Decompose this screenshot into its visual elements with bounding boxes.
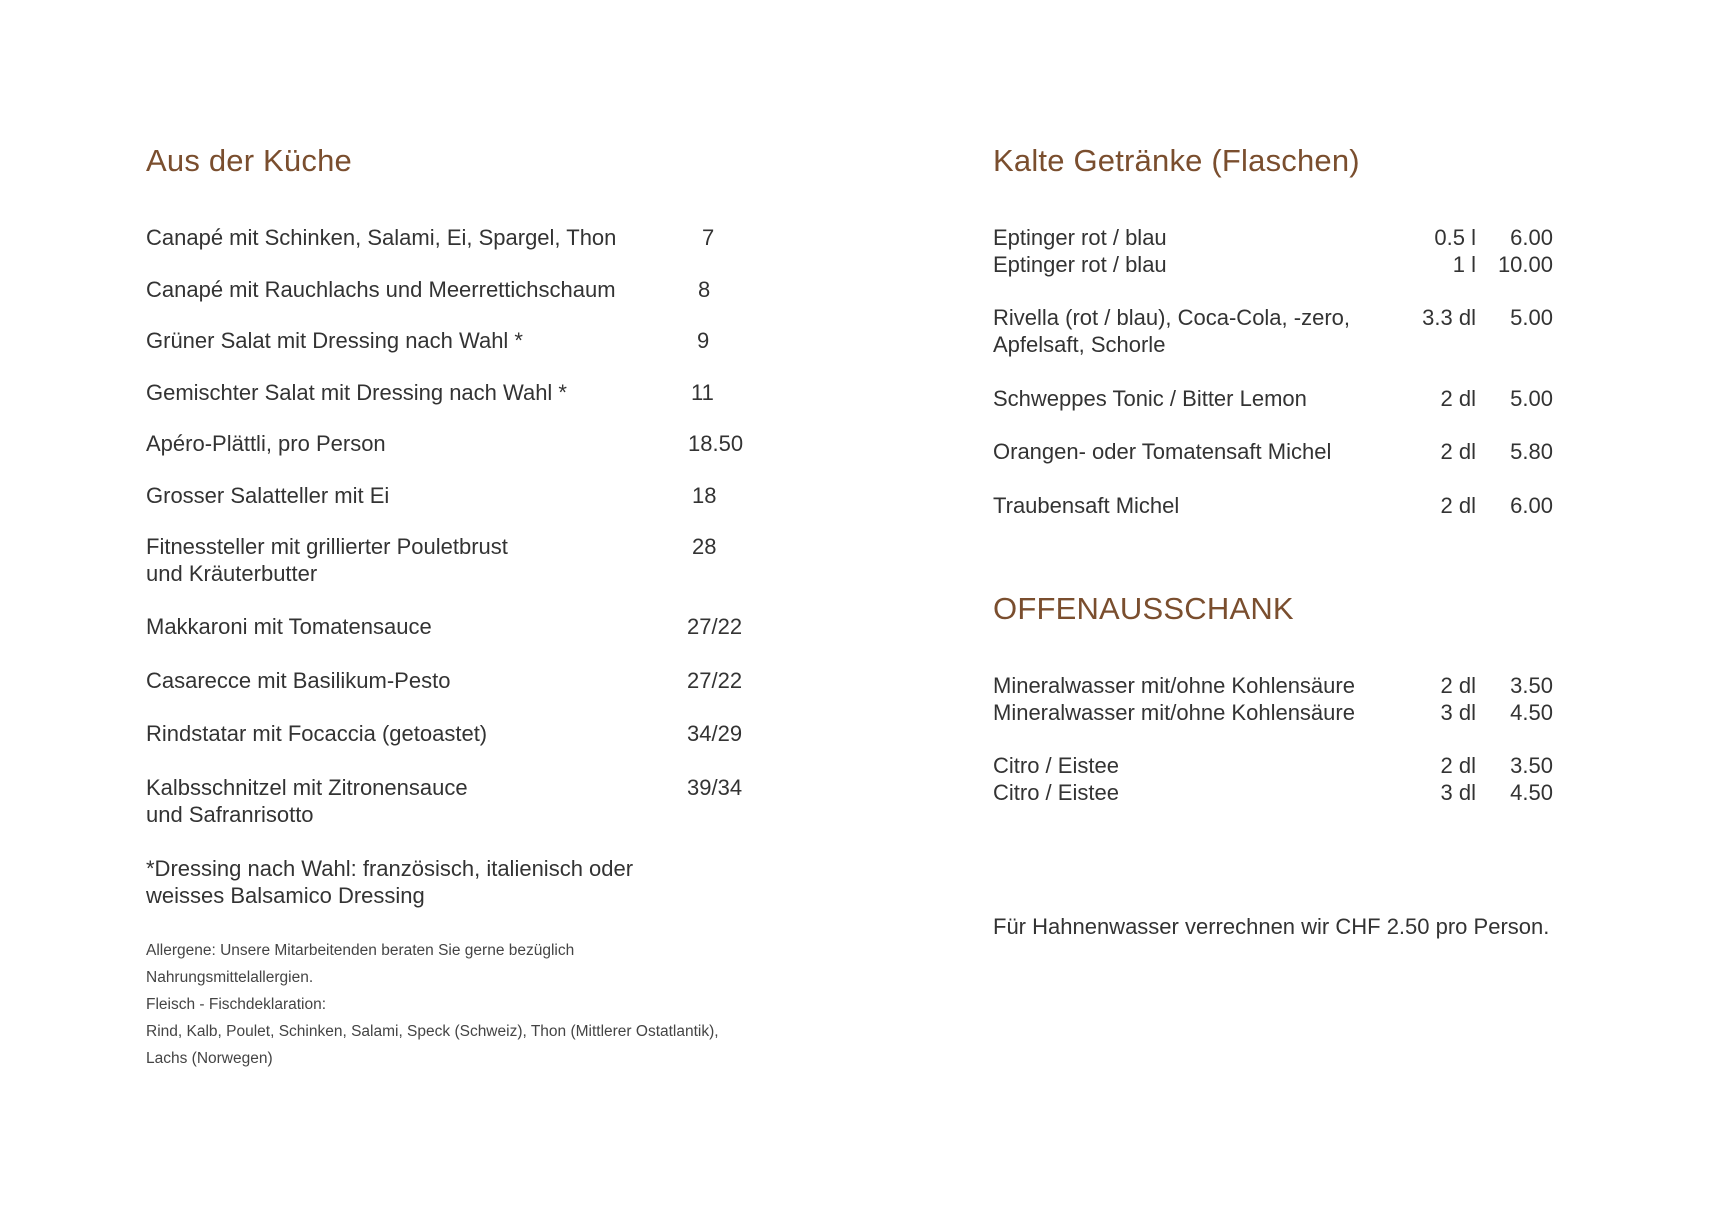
drink-price: 5.00 xyxy=(1510,386,1553,411)
item-name: Kalbsschnitzel mit Zitronensauce und Safranrisotto xyxy=(146,775,468,827)
drink-price: 6.00 xyxy=(1510,225,1553,250)
drink-quantity: 2 dl xyxy=(1440,439,1476,464)
drink-price: 4.50 xyxy=(1510,700,1553,725)
item-name: Makkaroni mit Tomatensauce xyxy=(146,614,432,639)
item-price: 27/22 xyxy=(687,614,743,639)
item-name: Grüner Salat mit Dressing nach Wahl * xyxy=(146,328,523,353)
item-name: Rindstatar mit Focaccia (getoastet) xyxy=(146,721,488,746)
item-price: 8 xyxy=(698,277,711,302)
item-price: 39/34 xyxy=(687,775,743,800)
item-price: 11 xyxy=(691,380,714,405)
allergen-line: Allergene: Unsere Mitarbeitenden beraten Sie gerne bezüglich xyxy=(146,942,575,959)
item-price: 28 xyxy=(692,534,717,559)
drink-quantity: 2 dl xyxy=(1440,673,1476,698)
item-name: Canapé mit Schinken, Salami, Ei, Spargel, Thon xyxy=(146,225,617,250)
drink-name: Eptinger rot / blau xyxy=(993,252,1167,277)
drink-name: Traubensaft Michel xyxy=(993,493,1180,518)
item-price: 7 xyxy=(702,225,715,250)
item-name: Apéro-Plättli, pro Person xyxy=(146,431,386,456)
item-price: 27/22 xyxy=(687,668,743,693)
drink-price: 5.80 xyxy=(1510,439,1553,464)
allergen-line: Rind, Kalb, Poulet, Schinken, Salami, Speck (Schweiz), Thon (Mittlerer Ostatlantik), xyxy=(146,1023,719,1040)
drink-name: Mineralwasser mit/ohne Kohlensäure xyxy=(993,700,1355,725)
drink-name: Schweppes Tonic / Bitter Lemon xyxy=(993,386,1307,411)
drink-quantity: 2 dl xyxy=(1440,493,1476,518)
allergen-info xyxy=(146,937,766,1072)
allergen-line: Lachs (Norwegen) xyxy=(146,1050,273,1067)
item-name: Fitnessteller mit grillierter Pouletbrust und Kräuterbutter xyxy=(146,534,508,586)
dressing-note: *Dressing nach Wahl: französisch, italienisch oder weisses Balsamico Dressing xyxy=(146,856,634,908)
drink-name: Citro / Eistee xyxy=(993,780,1119,805)
drink-price: 10.00 xyxy=(1497,252,1553,277)
kueche-heading: Aus der Küche xyxy=(146,143,352,178)
item-price: 18.50 xyxy=(688,431,744,456)
drink-name: Eptinger rot / blau xyxy=(993,225,1167,250)
drink-quantity: 2 dl xyxy=(1440,753,1476,778)
drink-name: Orangen- oder Tomatensaft Michel xyxy=(993,439,1332,464)
drink-price: 4.50 xyxy=(1510,780,1553,805)
drink-name: Rivella (rot / blau), Coca-Cola, -zero, Apfelsaft, Schorle xyxy=(993,305,1351,357)
allergen-line: Fleisch - Fischdeklaration: xyxy=(146,996,327,1013)
drink-quantity: 3 dl xyxy=(1440,700,1476,725)
drink-name: Citro / Eistee xyxy=(993,753,1119,778)
item-name: Gemischter Salat mit Dressing nach Wahl * xyxy=(146,380,567,405)
drink-quantity: 2 dl xyxy=(1440,386,1476,411)
item-price: 9 xyxy=(697,328,710,353)
item-name: Canapé mit Rauchlachs und Meerrettichschaum xyxy=(146,277,616,302)
drink-price: 5.00 xyxy=(1510,305,1553,330)
drink-quantity: 1 l xyxy=(1452,252,1476,277)
tap-water-note: Für Hahnenwasser verrechnen wir CHF 2.50 pro Person. xyxy=(993,914,1550,939)
drink-quantity: 0.5 l xyxy=(1434,225,1476,250)
drink-name: Mineralwasser mit/ohne Kohlensäure xyxy=(993,673,1355,698)
drink-quantity: 3 dl xyxy=(1440,780,1476,805)
kalte-getraenke-heading: Kalte Getränke (Flaschen) xyxy=(993,143,1360,178)
offenausschank-heading: OFFENAUSSCHANK xyxy=(993,591,1294,626)
item-price: 18 xyxy=(692,483,717,508)
item-price: 34/29 xyxy=(687,721,743,746)
drink-price: 3.50 xyxy=(1510,753,1553,778)
allergen-line: Nahrungsmittelallergien. xyxy=(146,969,314,986)
item-name: Casarecce mit Basilikum-Pesto xyxy=(146,668,451,693)
drink-quantity: 3.3 dl xyxy=(1422,305,1476,330)
item-name: Grosser Salatteller mit Ei xyxy=(146,483,390,508)
drink-price: 6.00 xyxy=(1510,493,1553,518)
drink-price: 3.50 xyxy=(1510,673,1553,698)
